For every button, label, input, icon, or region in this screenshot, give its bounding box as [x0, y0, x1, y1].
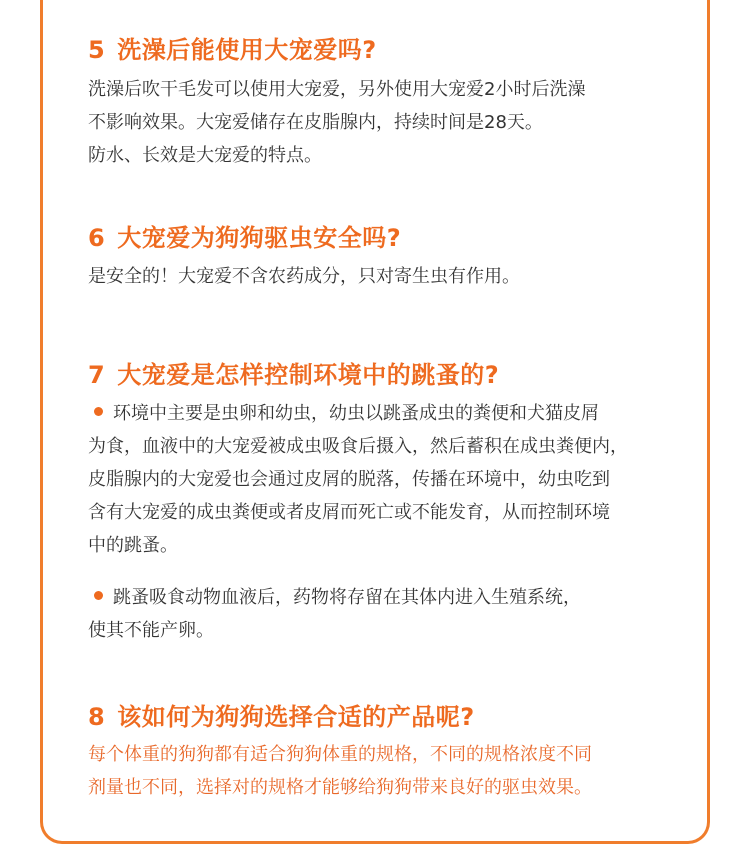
section-5-body — [88, 73, 585, 172]
section-7-heading: 大宠爱是怎样控制环境中的跳蚤的? — [117, 361, 500, 389]
text-line: 不影响效果。大宠爱储存在皮脂腺内，持续时间是28天。 — [88, 112, 543, 133]
section-5-title — [88, 30, 377, 65]
section-8-number: 8 — [88, 703, 106, 731]
text-line: 使其不能产卵。 — [88, 620, 214, 641]
section-7-bullet-2 — [88, 581, 581, 647]
text-line: 是安全的！大宠爱不含农药成分，只对寄生虫有作用。 — [88, 266, 520, 287]
section-8-title — [88, 697, 475, 732]
text-line: 每个体重的狗狗都有适合狗狗体重的规格，不同的规格浓度不同 — [88, 744, 592, 765]
section-5-number: 5 — [88, 36, 106, 64]
section-6-title — [88, 218, 401, 253]
text-line: 剂量也不同，选择对的规格才能够给狗狗带来良好的驱虫效果。 — [88, 777, 592, 798]
section-7-bullet-1 — [88, 397, 628, 562]
bullet-dot-icon — [94, 407, 103, 416]
section-7-number: 7 — [88, 361, 106, 389]
text-line: 含有大宠爱的成虫粪便或者皮屑而死亡或不能发育，从而控制环境 — [88, 502, 610, 523]
text-line: 跳蚤吸食动物血液后，药物将存留在其体内进入生殖系统， — [113, 587, 581, 608]
section-6-body — [88, 260, 520, 293]
section-8-body — [88, 738, 592, 804]
text-line: 环境中主要是虫卵和幼虫，幼虫以跳蚤成虫的粪便和犬猫皮屑 — [113, 403, 599, 424]
section-7-title — [88, 355, 499, 390]
section-8-heading: 该如何为狗狗选择合适的产品呢? — [117, 703, 475, 731]
bullet-dot-icon — [94, 591, 103, 600]
text-line: 洗澡后吹干毛发可以使用大宠爱，另外使用大宠爱2小时后洗澡 — [88, 79, 586, 100]
text-line: 为食，血液中的大宠爱被成虫吸食后摄入，然后蓄积在成虫粪便内， — [88, 436, 628, 457]
text-line: 中的跳蚤。 — [88, 535, 178, 556]
text-line: 防水、长效是大宠爱的特点。 — [88, 145, 322, 166]
text-line: 皮脂腺内的大宠爱也会通过皮屑的脱落，传播在环境中，幼虫吃到 — [88, 469, 610, 490]
section-6-heading: 大宠爱为狗狗驱虫安全吗? — [117, 224, 402, 252]
section-5-heading: 洗澡后能使用大宠爱吗? — [117, 36, 377, 64]
section-6-number: 6 — [88, 224, 106, 252]
